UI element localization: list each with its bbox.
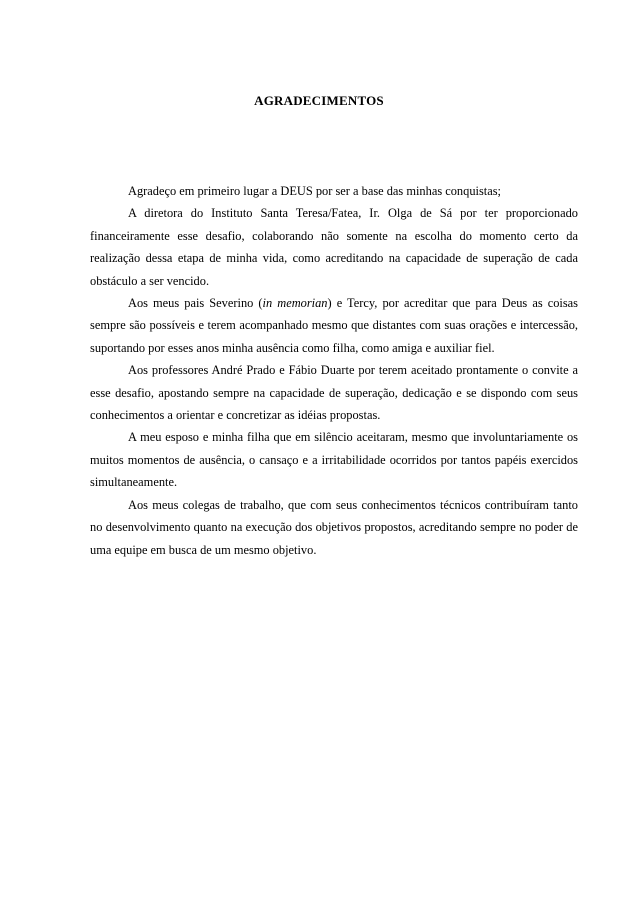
acknowledgements-body [90,180,578,561]
page-title: AGRADECIMENTOS [254,93,384,108]
paragraph-parents [90,292,578,359]
paragraph-director: A diretora do Instituto Santa Teresa/Fatea, Ir. Olga de Sá por ter proporcionado financeiramente esse desafio, colaborando não somente na escolha do momento certo da realização dessa etapa de minha vida, como acreditando na capacidade de superação de cada obstáculo a ser vencido. [90,206,578,288]
paragraph-family: A meu esposo e minha filha que em silêncio aceitaram, mesmo que involuntariamente os muitos momentos de ausência, o cansaço e a irritabilidade ocorridos por tantos papéis exercidos simultaneamente. [90,430,578,490]
paragraph-parents-before: Aos meus pais Severino ( [128,296,263,311]
paragraph-professors: Aos professores André Prado e Fábio Duarte por terem aceitado prontamente o convite a esse desafio, apostando sempre na capacidade de superação, dedicação e se dispondo com seus conhecimentos a orientar e concretizar as idéias propostas. [90,363,578,423]
paragraph-parents-italic: in memorian [262,296,328,311]
paragraph-colleagues: Aos meus colegas de trabalho, que com seus conhecimentos técnicos contribuíram tanto no desenvolvimento quanto na execução dos objetivos propostos, acreditando sempre no poder de uma equipe em busca de um mesmo objetivo. [90,497,578,557]
paragraph-god: Agradeço em primeiro lugar a DEUS por ser a base das minhas conquistas; [128,184,501,198]
paragraph-parents-after: ) e Tercy, por acreditar que para Deus as coisas sempre são possíveis e terem acompanhado mesmo que distantes com suas orações e intercessão, suportando por esses anos minha ausência como filha, como amiga e auxiliar fiel. [90,296,578,355]
